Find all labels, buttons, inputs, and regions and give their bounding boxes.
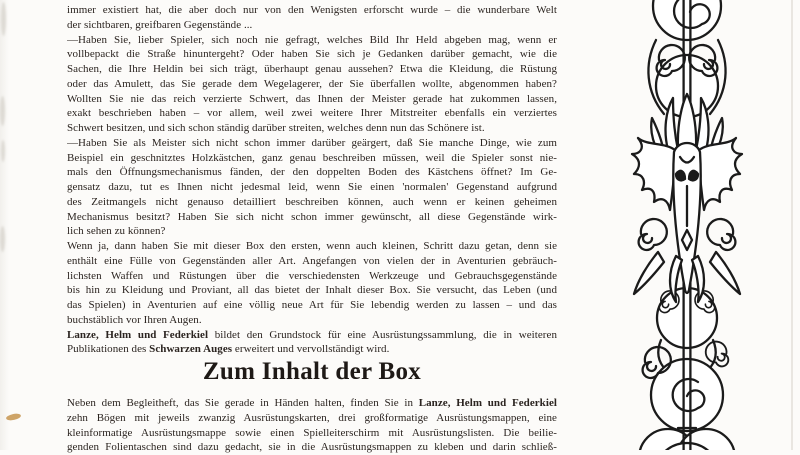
intro-paragraph — [67, 3, 557, 357]
text-line — [67, 396, 557, 411]
text-segment: enthält eine Fülle von Gegenständen aller Art. Angefangen von vielen der in Aventurien gebräuch- — [67, 254, 557, 267]
text-segment: buchstäblich vor Ihren Augen. — [67, 313, 202, 326]
text-segment: Wenn ja, dann haben Sie mit dieser Box den ersten, wenn auch kleinen, Schritt dazu getan, denn sie — [67, 240, 557, 252]
text-segment: des Zeitmangels nicht genauso detailliert beschreiben können, auch wenn er keinen geheimen — [67, 195, 557, 208]
text-line — [67, 165, 557, 180]
text-segment: Sachen, die Ihre Heldin bei sich trägt, überhaupt genau aussehen? Etwa die Kleidung, die Rüstung — [67, 63, 557, 75]
text-segment: erweitert und vervollständigt wird. — [232, 343, 390, 356]
text-line — [67, 136, 557, 151]
text-segment: Neben dem Begleitheft, das Sie gerade in Händen halten, finden Sie in — [67, 397, 419, 409]
text-line — [67, 3, 557, 18]
text-line — [67, 195, 557, 210]
text-line — [67, 62, 557, 77]
scan-smudge — [0, 96, 5, 126]
page-edge-line — [791, 0, 793, 450]
contents-paragraph — [67, 396, 557, 455]
text-segment: das Spielen) in Aventurien auf eine völlig neue Art für Sie lebendig werden zu lassen – und das — [67, 299, 557, 311]
text-segment: immer existiert hat, die aber doch nur von den Wenigsten erforscht wurde – die wunderbare Welt — [67, 4, 557, 16]
text-segment: lichsten Waffen und Rüstungen über die verschiedensten Werkzeuge und Gebrauchsgegenstände — [67, 269, 557, 282]
text-segment: Beispiel ein geschnitztes Holzkästchen, ganz genau beschreiben müssen, weil die Spieler sonst nie- — [67, 151, 557, 164]
text-line — [67, 151, 557, 166]
bold-text-segment: Lanze, Helm und Federkiel — [418, 397, 557, 409]
leaf-shape — [634, 252, 664, 294]
text-line — [67, 18, 557, 33]
spiral-curl — [706, 342, 729, 367]
dragon-eye-left — [676, 171, 685, 181]
text-line — [67, 328, 557, 343]
text-line — [67, 313, 557, 328]
text-segment: der sichtbaren, greifbaren Gegenstände ... — [67, 18, 253, 31]
text-segment: gensatz dazu, tut es Ihnen nicht jedesmal leid, wenn Sie einen 'normalen' Gegenstand aufgrund — [67, 181, 557, 193]
dragon-wing-right — [699, 138, 742, 210]
text-segment: vollbepackt die Straße hinuntergeht? Oder haben Sie sich je Gedanken darüber gemacht, wie die — [67, 48, 557, 61]
text-segment: bis hin zu Kleidung und Proviant, all das bietet der Inhalt dieser Box. Sie versucht, das Leben (und — [67, 284, 557, 297]
section-heading: Zum Inhalt der Box — [202, 358, 422, 385]
spiral-curl — [707, 219, 735, 250]
text-line — [67, 121, 557, 136]
text-line — [67, 283, 557, 298]
bold-text-segment: Schwarzen Auges — [149, 343, 233, 356]
dragon-eye-right — [689, 171, 698, 181]
text-line — [67, 254, 557, 269]
text-segment: mals den Öffnungsmechanismus fänden, der den doppelten Boden des Kästchens öffnet? Im Ge- — [67, 166, 557, 179]
scan-smudge — [1, 2, 6, 36]
text-segment: Publikationen des — [67, 343, 150, 356]
text-line — [67, 224, 557, 239]
text-line — [67, 342, 557, 357]
text-segment: —Haben Sie, lieber Spieler, sich noch nie gefragt, welches Bild Ihr Held abgeben mag, wenn er — [67, 33, 557, 46]
text-segment: lich sehen zu können? — [67, 225, 166, 238]
text-segment: bildet den Grundstock für eine Ausrüstungssammlung, die in weiteren — [208, 328, 557, 341]
text-segment: Mechanismus besitzt? Haben Sie sich nicht schon immer gewünscht, all diese Gegenstände wirk- — [67, 210, 557, 223]
scan-smudge — [1, 140, 5, 162]
dragon-wing-left — [632, 138, 675, 210]
text-line — [67, 92, 557, 107]
text-line — [67, 239, 557, 254]
bold-text-segment: Lanze, Helm und Federkiel — [67, 328, 209, 341]
spiral-curl — [639, 219, 667, 250]
text-segment: Schwert besitzen, und sich schon ständig darüber streiten, welches denn nun das Schönere ist. — [67, 122, 485, 134]
text-segment: Wollten Sie nie das reich verzierte Schwert, das Ihnen der Meister gerade hat zukommen lassen, — [67, 92, 557, 105]
text-line — [67, 77, 557, 92]
scan-smudge — [0, 226, 5, 252]
text-segment: exakt beschrieben haben – vor allem, weil zwei weitere Ihrer Mitstreiter ebenfalls ein verziertes — [67, 107, 557, 120]
text-segment: zehn Bögen mit jeweils zwanzig Ausrüstungskarten, drei großformatige Ausrüstungsmappen, eine — [67, 411, 557, 424]
knot-circle — [653, 0, 721, 40]
text-line — [67, 47, 557, 62]
dragon-border-illustration — [628, 0, 746, 450]
text-line — [67, 426, 557, 441]
scan-left-edge-shading — [0, 0, 9, 450]
text-segment: —Haben Sie als Meister sich nicht schon immer darüber geärgert, daß Sie manche Dinge, wie zum — [67, 136, 557, 149]
text-line — [67, 180, 557, 195]
text-line — [67, 411, 557, 426]
text-line — [67, 298, 557, 313]
text-line — [67, 106, 557, 121]
text-segment: oder das Amulett, das Sie gerade dem Wegelagerer, der Sie überfallen wollte, abgenommen haben? — [67, 77, 557, 90]
text-segment: genden Folientaschen sind dazu gedacht, sie in die Ausrüstungsmappen zu kleben und darin schließ- — [67, 441, 557, 454]
leaf-shape — [710, 252, 740, 294]
knot-circle — [657, 288, 717, 348]
text-line — [67, 440, 557, 455]
text-line — [67, 33, 557, 48]
text-segment: kleinformatige Ausrüstungsmappe sowie einen Spielleiterschirm mit Ausrüstungslisten. Die beilie- — [67, 426, 557, 439]
text-line — [67, 269, 557, 284]
text-line — [67, 210, 557, 225]
